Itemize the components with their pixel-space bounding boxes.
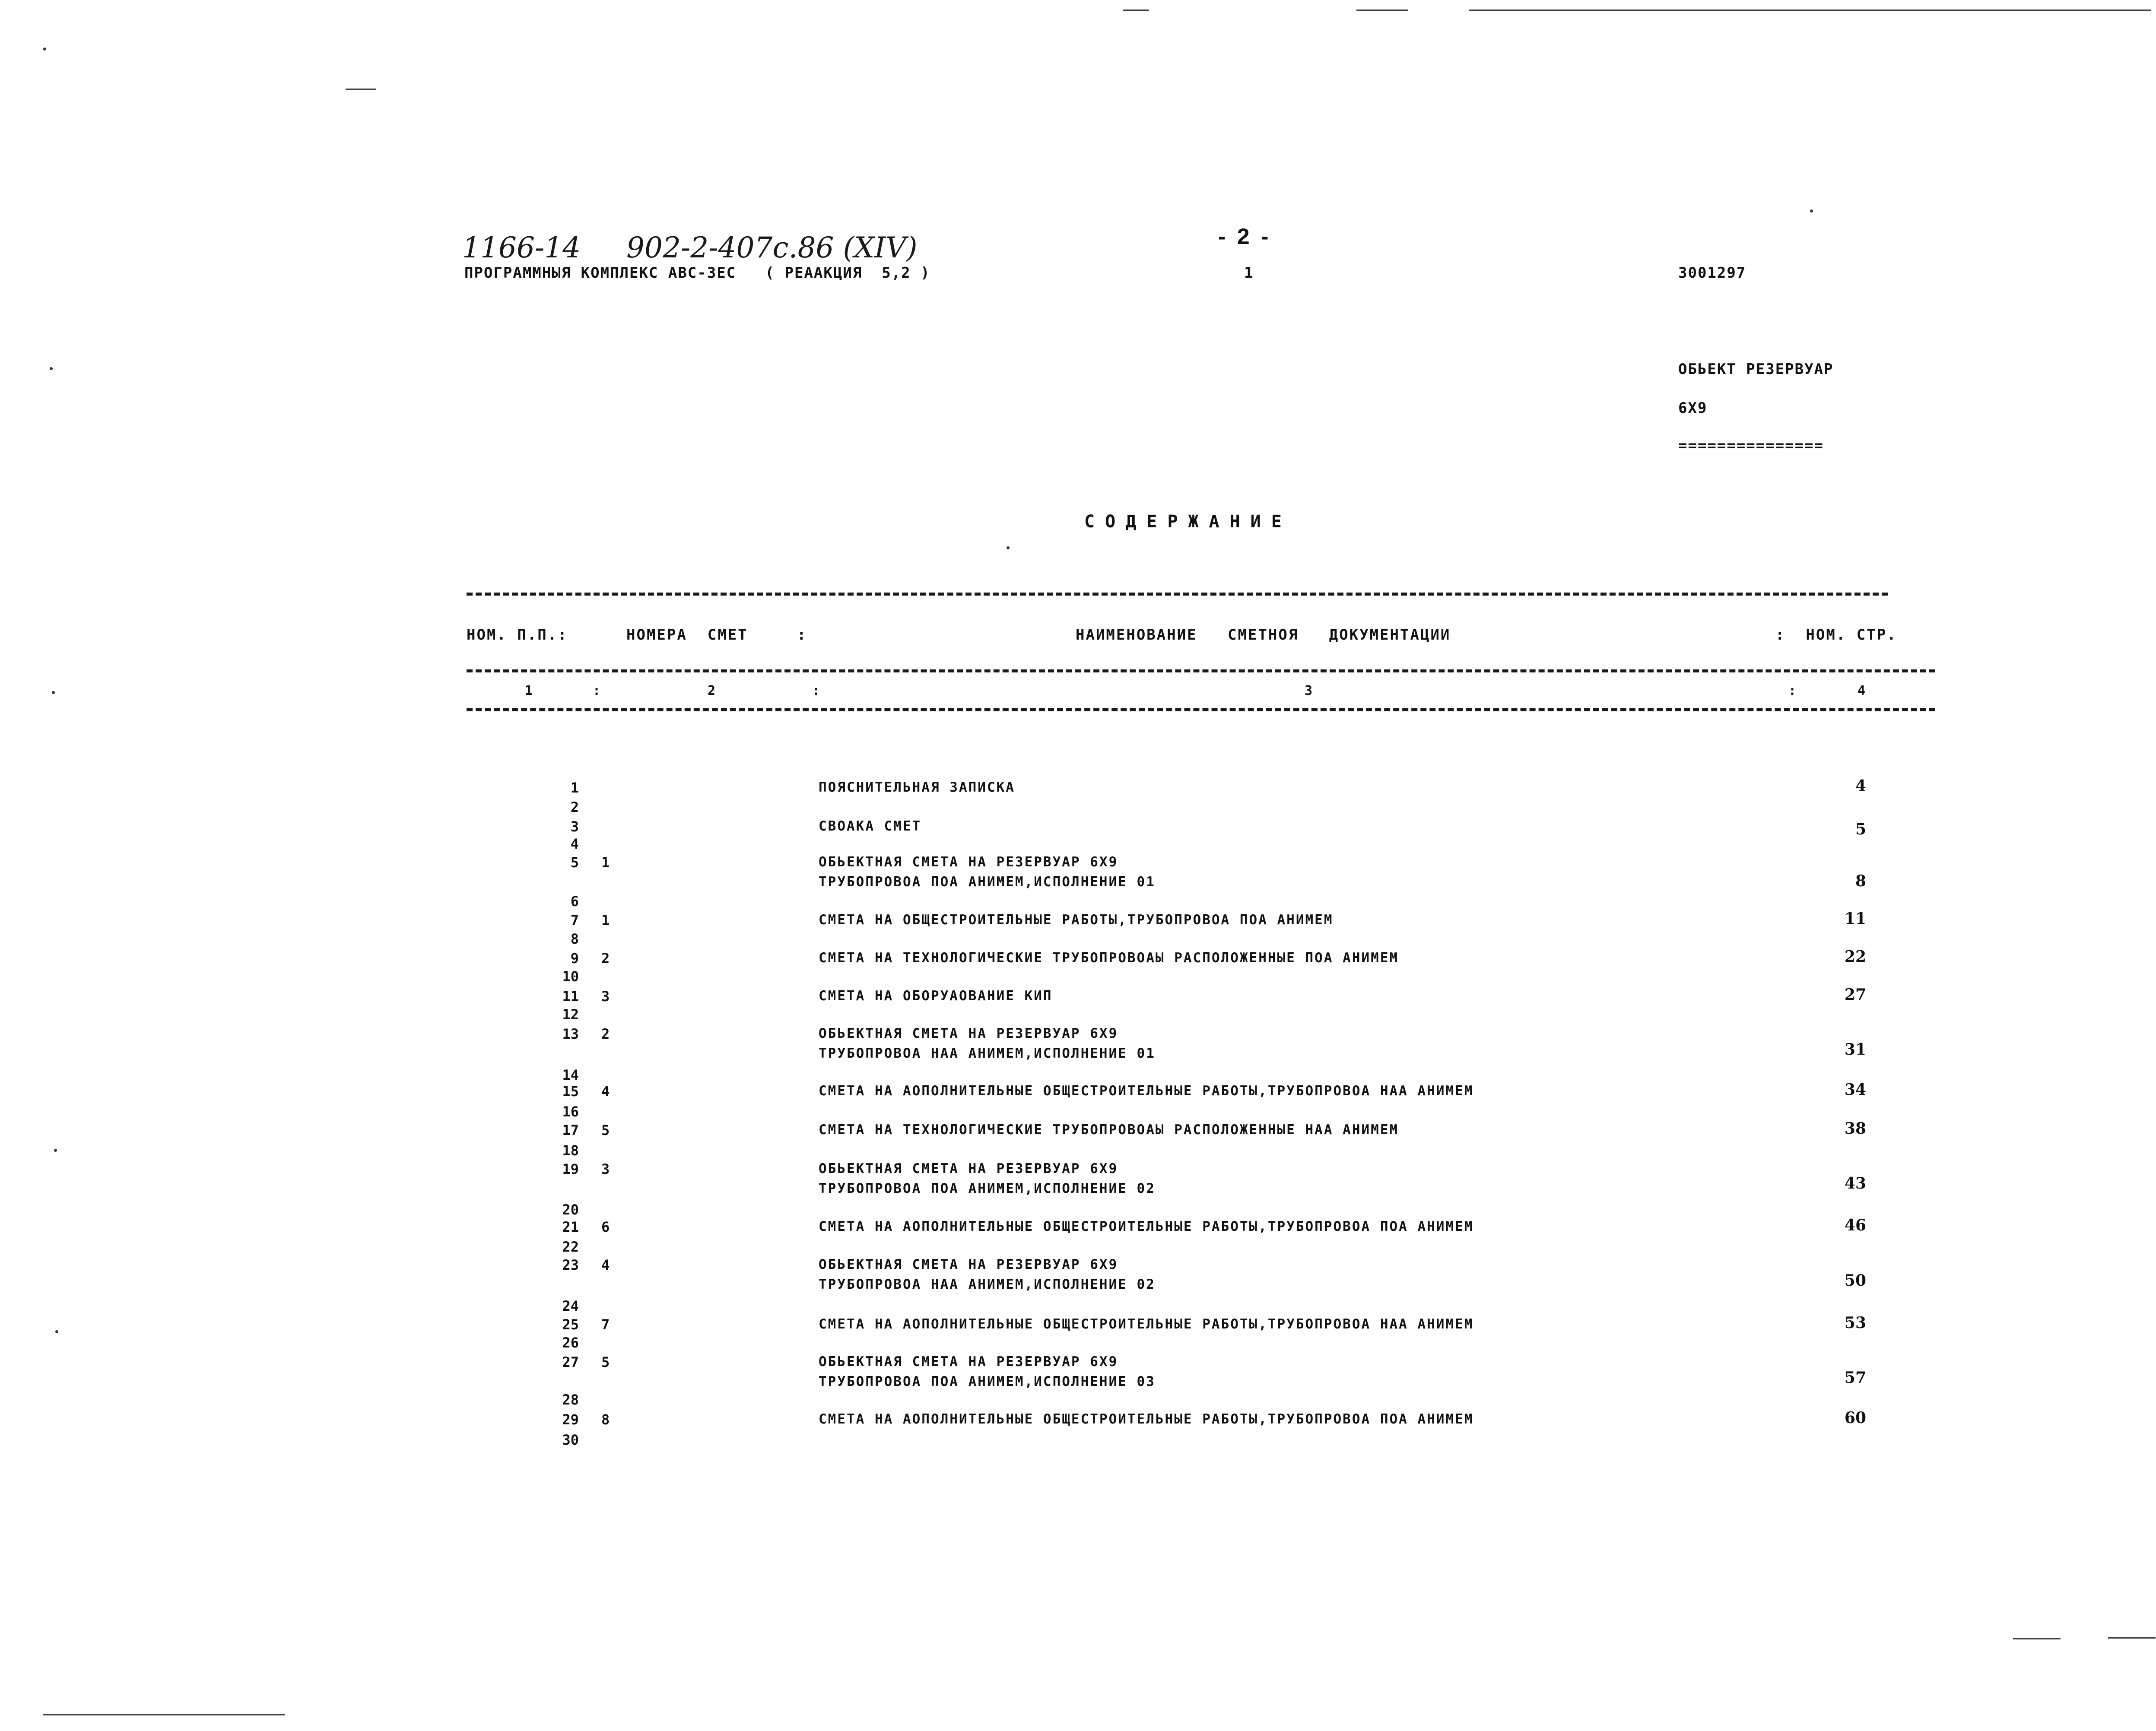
estimate-number: 1 [601,854,610,871]
header-estimate-numbers: НОМЕРА СМЕТ [626,626,748,644]
entry-title: ОБЬЕКТНАЯ СМЕТА НА РЕЗЕРВУАР 6Х9 [819,1161,1118,1176]
entry-title-continued: ТРУБОПРОВОА ПОА АНИМЕМ,ИСПОЛНЕНИЕ 01 [819,874,1156,890]
row-number: 30 [562,1432,579,1448]
row-number: 8 [570,931,579,947]
estimate-number: 4 [601,1257,610,1273]
entry-page-number: 22 [1844,948,1866,966]
row-number: 27 [562,1354,579,1370]
estimate-number: 5 [601,1122,610,1138]
row-number: 4 [570,836,579,852]
entry-title: ОБЬЕКТНАЯ СМЕТА НА РЕЗЕРВУАР 6Х9 [819,854,1118,870]
row-number: 24 [562,1298,579,1314]
column-number-2: 2 [708,683,716,698]
column-separator-1: : [593,683,601,698]
header-item-number: НОМ. П.П.: [467,626,568,644]
estimate-number: 2 [601,950,610,967]
row-number: 15 [562,1083,579,1100]
scan-speck [54,1149,57,1152]
entry-title: СМЕТА НА ТЕХНОЛОГИЧЕСКИЕ ТРУБОПРОВОАЫ РАСПОЛОЖЕННЫЕ НАА АНИМЕМ [819,1122,1399,1138]
entry-title-continued: ТРУБОПРОВОА ПОА АНИМЕМ,ИСПОЛНЕНИЕ 03 [819,1374,1156,1389]
entry-title-continued: ТРУБОПРОВОА НАА АНИМЕМ,ИСПОЛНЕНИЕ 02 [819,1277,1156,1292]
entry-title: ОБЬЕКТНАЯ СМЕТА НА РЕЗЕРВУАР 6Х9 [819,1354,1118,1370]
entry-page-number: 57 [1844,1369,1866,1387]
row-number: 11 [562,988,579,1005]
scan-edge-bottom-right [2013,1638,2061,1639]
object-underline: =============== [1678,437,1824,454]
scan-edge-top-short [1356,10,1408,11]
estimate-number: 8 [601,1411,610,1428]
scan-edge-top-short [1123,10,1149,11]
row-number: 16 [562,1103,579,1120]
table-rule-header [467,669,1935,672]
handwritten-code-right: 902-2-407c.86 (XIV) [626,231,918,264]
entry-page-number: 53 [1844,1314,1866,1332]
column-number-4: 4 [1858,683,1866,698]
entry-page-number: 31 [1844,1040,1866,1059]
scan-speck [43,48,46,51]
scan-speck [55,1330,58,1333]
header-separator: : [797,626,807,644]
column-number-3: 3 [1305,683,1313,698]
row-number: 23 [562,1257,579,1273]
scan-speck [1007,546,1010,549]
entry-page-number: 4 [1855,777,1866,795]
row-number: 9 [570,950,579,967]
estimate-number: 3 [601,1161,610,1177]
entry-page-number: 11 [1844,910,1866,928]
program-line: ПРОГРАММНЫЯ КОМПЛЕКС АВС-3ЕС ( РЕААКЦИЯ 5,2 ) [464,264,930,282]
row-number: 13 [562,1026,579,1042]
estimate-number: 6 [601,1219,610,1235]
column-number-1: 1 [525,683,533,698]
entry-page-number: 27 [1844,986,1866,1004]
scan-speck [50,367,53,370]
table-rule-top [467,593,1888,596]
entry-title: СМЕТА НА ТЕХНОЛОГИЧЕСКИЕ ТРУБОПРОВОАЫ РАСПОЛОЖЕННЫЕ ПОА АНИМЕМ [819,950,1399,966]
entry-page-number: 50 [1844,1271,1866,1290]
entry-page-number: 38 [1844,1119,1866,1138]
scan-edge-bottom [43,1714,285,1715]
row-number: 22 [562,1239,579,1255]
row-number: 7 [570,912,579,929]
estimate-number: 1 [601,912,610,929]
entry-title: СМЕТА НА ОБЩЕСТРОИТЕЛЬНЫЕ РАБОТЫ,ТРУБОПРОВОА ПОА АНИМЕМ [819,912,1334,928]
row-number: 3 [570,818,579,835]
object-label: ОБЬЕКТ РЕЗЕРВУАР [1678,361,1834,378]
row-number: 6 [570,893,579,910]
entry-page-number: 43 [1844,1174,1866,1192]
table-rule-columns [467,708,1935,711]
entry-title: ОБЬЕКТНАЯ СМЕТА НА РЕЗЕРВУАР 6Х9 [819,1257,1118,1272]
entry-title: ОБЬЕКТНАЯ СМЕТА НА РЕЗЕРВУАР 6Х9 [819,1026,1118,1041]
scan-edge-top [1469,10,2151,11]
row-number: 25 [562,1316,579,1333]
row-number: 2 [570,799,579,815]
row-number: 21 [562,1219,579,1235]
row-number: 28 [562,1392,579,1408]
document-code: 3001297 [1678,264,1746,282]
entry-title: СВОАКА СМЕТ [819,818,922,834]
row-number: 20 [562,1202,579,1218]
column-separator-3: : [1788,683,1797,698]
estimate-number: 4 [601,1083,610,1100]
scan-speck [1810,209,1813,212]
row-number: 1 [570,780,579,796]
row-number: 5 [570,854,579,871]
estimate-number: 3 [601,988,610,1005]
estimate-number: 5 [601,1354,610,1370]
entry-title-continued: ТРУБОПРОВОА НАА АНИМЕМ,ИСПОЛНЕНИЕ 01 [819,1046,1156,1061]
entry-page-number: 34 [1844,1081,1866,1099]
scan-speck [52,691,55,694]
estimate-number: 2 [601,1026,610,1042]
header-page-number: : НОМ. СТР. [1775,626,1897,644]
estimate-number: 7 [601,1316,610,1333]
row-number: 17 [562,1122,579,1138]
row-number: 18 [562,1142,579,1159]
row-number: 19 [562,1161,579,1177]
row-number: 12 [562,1006,579,1023]
handwritten-code-left: 1166-14 [462,231,581,264]
row-number: 26 [562,1335,579,1351]
row-number: 10 [562,968,579,985]
object-size: 6Х9 [1678,399,1708,417]
page-marker: - 2 - [1218,224,1271,249]
column-separator-2: : [812,683,820,698]
entry-title: СМЕТА НА АОПОЛНИТЕЛЬНЫЕ ОБЩЕСТРОИТЕЛЬНЫЕ РАБОТЫ,ТРУБОПРОВОА НАА АНИМЕМ [819,1316,1474,1332]
entry-title: СМЕТА НА АОПОЛНИТЕЛЬНЫЕ ОБЩЕСТРОИТЕЛЬНЫЕ РАБОТЫ,ТРУБОПРОВОА ПОА АНИМЕМ [819,1219,1474,1234]
header-document-name: НАИМЕНОВАНИЕ СМЕТНОЯ ДОКУМЕНТАЦИИ [1076,626,1451,644]
entry-page-number: 46 [1844,1216,1866,1234]
page-title: СОДЕРЖАНИЕ [1084,512,1292,532]
sheet-number: 1 [1244,264,1254,282]
entry-title: СМЕТА НА ОБОРУАОВАНИЕ КИП [819,988,1053,1004]
scan-edge-bottom-right [2108,1637,2156,1639]
row-number: 29 [562,1411,579,1428]
entry-title: ПОЯСНИТЕЛЬНАЯ ЗАПИСКА [819,780,1015,795]
row-number: 14 [562,1067,579,1083]
entry-page-number: 5 [1855,820,1866,838]
entry-page-number: 60 [1844,1409,1866,1427]
scan-edge-left-short [346,89,376,90]
entry-title: СМЕТА НА АОПОЛНИТЕЛЬНЫЕ ОБЩЕСТРОИТЕЛЬНЫЕ РАБОТЫ,ТРУБОПРОВОА ПОА АНИМЕМ [819,1411,1474,1427]
entry-title: СМЕТА НА АОПОЛНИТЕЛЬНЫЕ ОБЩЕСТРОИТЕЛЬНЫЕ РАБОТЫ,ТРУБОПРОВОА НАА АНИМЕМ [819,1083,1474,1099]
entry-page-number: 8 [1855,872,1866,890]
entry-title-continued: ТРУБОПРОВОА ПОА АНИМЕМ,ИСПОЛНЕНИЕ 02 [819,1181,1156,1196]
